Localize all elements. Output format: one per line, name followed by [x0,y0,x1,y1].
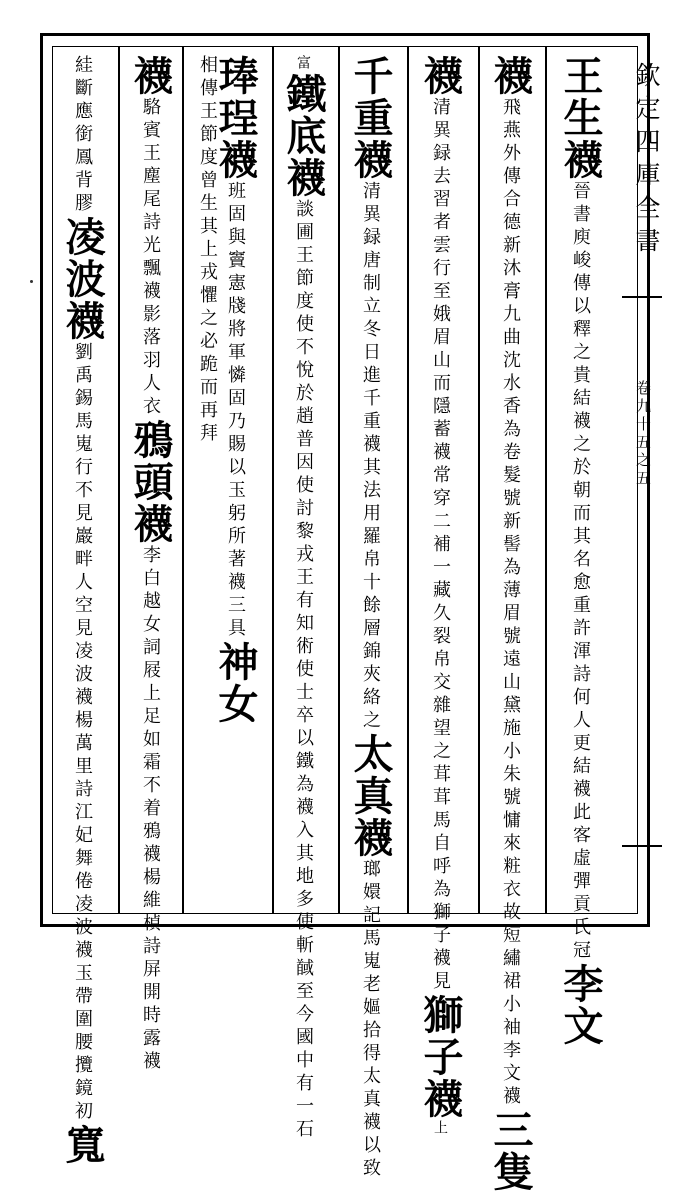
entry-text: 眉號遠山黛施小朱號慵來粧衣故短繡裙小袖李文襪 [500,603,521,1109]
entry-heading: 襪 [487,55,534,97]
text-column [127,55,174,1074]
entry-text: 富 [295,55,311,73]
column-divider [407,46,409,914]
entry-text: 戎懼之必跪而再拜 [197,262,218,446]
column-divider [478,46,480,914]
gutter-rule [622,296,662,298]
entry-heading: 三隻 [487,1109,534,1193]
column-divider [182,46,184,914]
speck [30,280,33,283]
entry-text: 士卒以鐵為襪入其地多使斬馘至今國中有一石 [293,682,314,1142]
text-column [347,55,394,1181]
entry-heading: 獅子襪 [417,994,464,1120]
entry-text: 絓斷應銜 [72,55,93,147]
entry-text: 駱賓王塵尾詩光飄 [140,97,161,281]
entry-heading: 鐵底襪 [280,73,327,199]
text-column [59,55,106,1166]
column-divider [338,46,340,914]
entry-heading: 千重襪 [347,55,394,181]
entry-text: 賜以玉躬所著襪三具 [225,434,246,641]
entry-text: 鳳背膠 [72,147,93,216]
text-column [212,55,259,905]
text-column [195,55,220,905]
text-column [487,55,534,1193]
text-column [280,55,327,1142]
entry-text: 其法用羅帛十餘層錦夾絡之 [360,457,381,733]
entry-text: 清異録唐制立冬日進千重襪 [360,181,381,457]
entry-text: 晉書庾峻傳以釋之貴結襪之於朝而其名 [570,181,591,572]
text-column [417,55,464,1138]
entry-text: 清異録去習者雲行至娥眉山而隱蓄襪常穿 [430,97,451,511]
entry-heading: 鴉頭襪 [127,419,174,545]
entry-text: 拾得太真襪以致 [360,1020,381,1181]
entry-text: 襪影落羽人衣 [140,281,161,419]
entry-heading: 琫珵襪 [212,55,259,181]
column-divider [545,46,547,914]
entry-text: 萬里詩江妃舞倦凌波襪玉帶圍腰攬鏡初 [72,733,93,1124]
entry-heading: 王生襪 [557,55,604,181]
entry-text: 談圃王節度使不悅於趙普因使討黎戎王有知術使 [293,199,314,682]
text-column [557,55,604,1047]
entry-heading: 凌波襪 [59,216,106,342]
gutter-rule [622,845,662,847]
column-divider [272,46,274,914]
entry-heading: 李文 [557,963,604,1047]
entry-text: 劉禹錫馬嵬行不見巖畔人空見凌波襪楊 [72,342,93,733]
entry-text: 飛燕外傳合德新沐膏九曲沈水香為卷髮號新髻為薄 [500,97,521,603]
entry-text: 愈重許渾詩何人更結襪此客虛彈貢氏冠 [570,572,591,963]
entry-heading: 神女 [212,641,259,725]
entry-text: 瑯嬛記馬嵬老嫗 [360,859,381,1020]
entry-heading: 太真襪 [347,733,394,859]
gutter-volume: 卷九十五之五 [634,380,652,488]
entry-text: 上 [432,1120,448,1138]
entry-heading: 寬 [59,1124,106,1166]
entry-text: 二補一藏久裂帛交雜望之茸茸馬自呼為獅子襪見 [430,511,451,994]
column-divider [118,46,120,914]
gutter-book-title: 欽定四庫全書 [632,62,661,260]
entry-text: 李白越女詞屐上足如霜不着鴉 [140,545,161,844]
entry-heading: 襪 [417,55,464,97]
entry-text: 班固與竇憲牋將軍憐固乃 [225,181,246,434]
entry-text: 襪楊維楨詩屏開時露襪 [140,844,161,1074]
entry-text: 相傳王節度曾生其上 [197,55,218,262]
entry-heading: 襪 [127,55,174,97]
